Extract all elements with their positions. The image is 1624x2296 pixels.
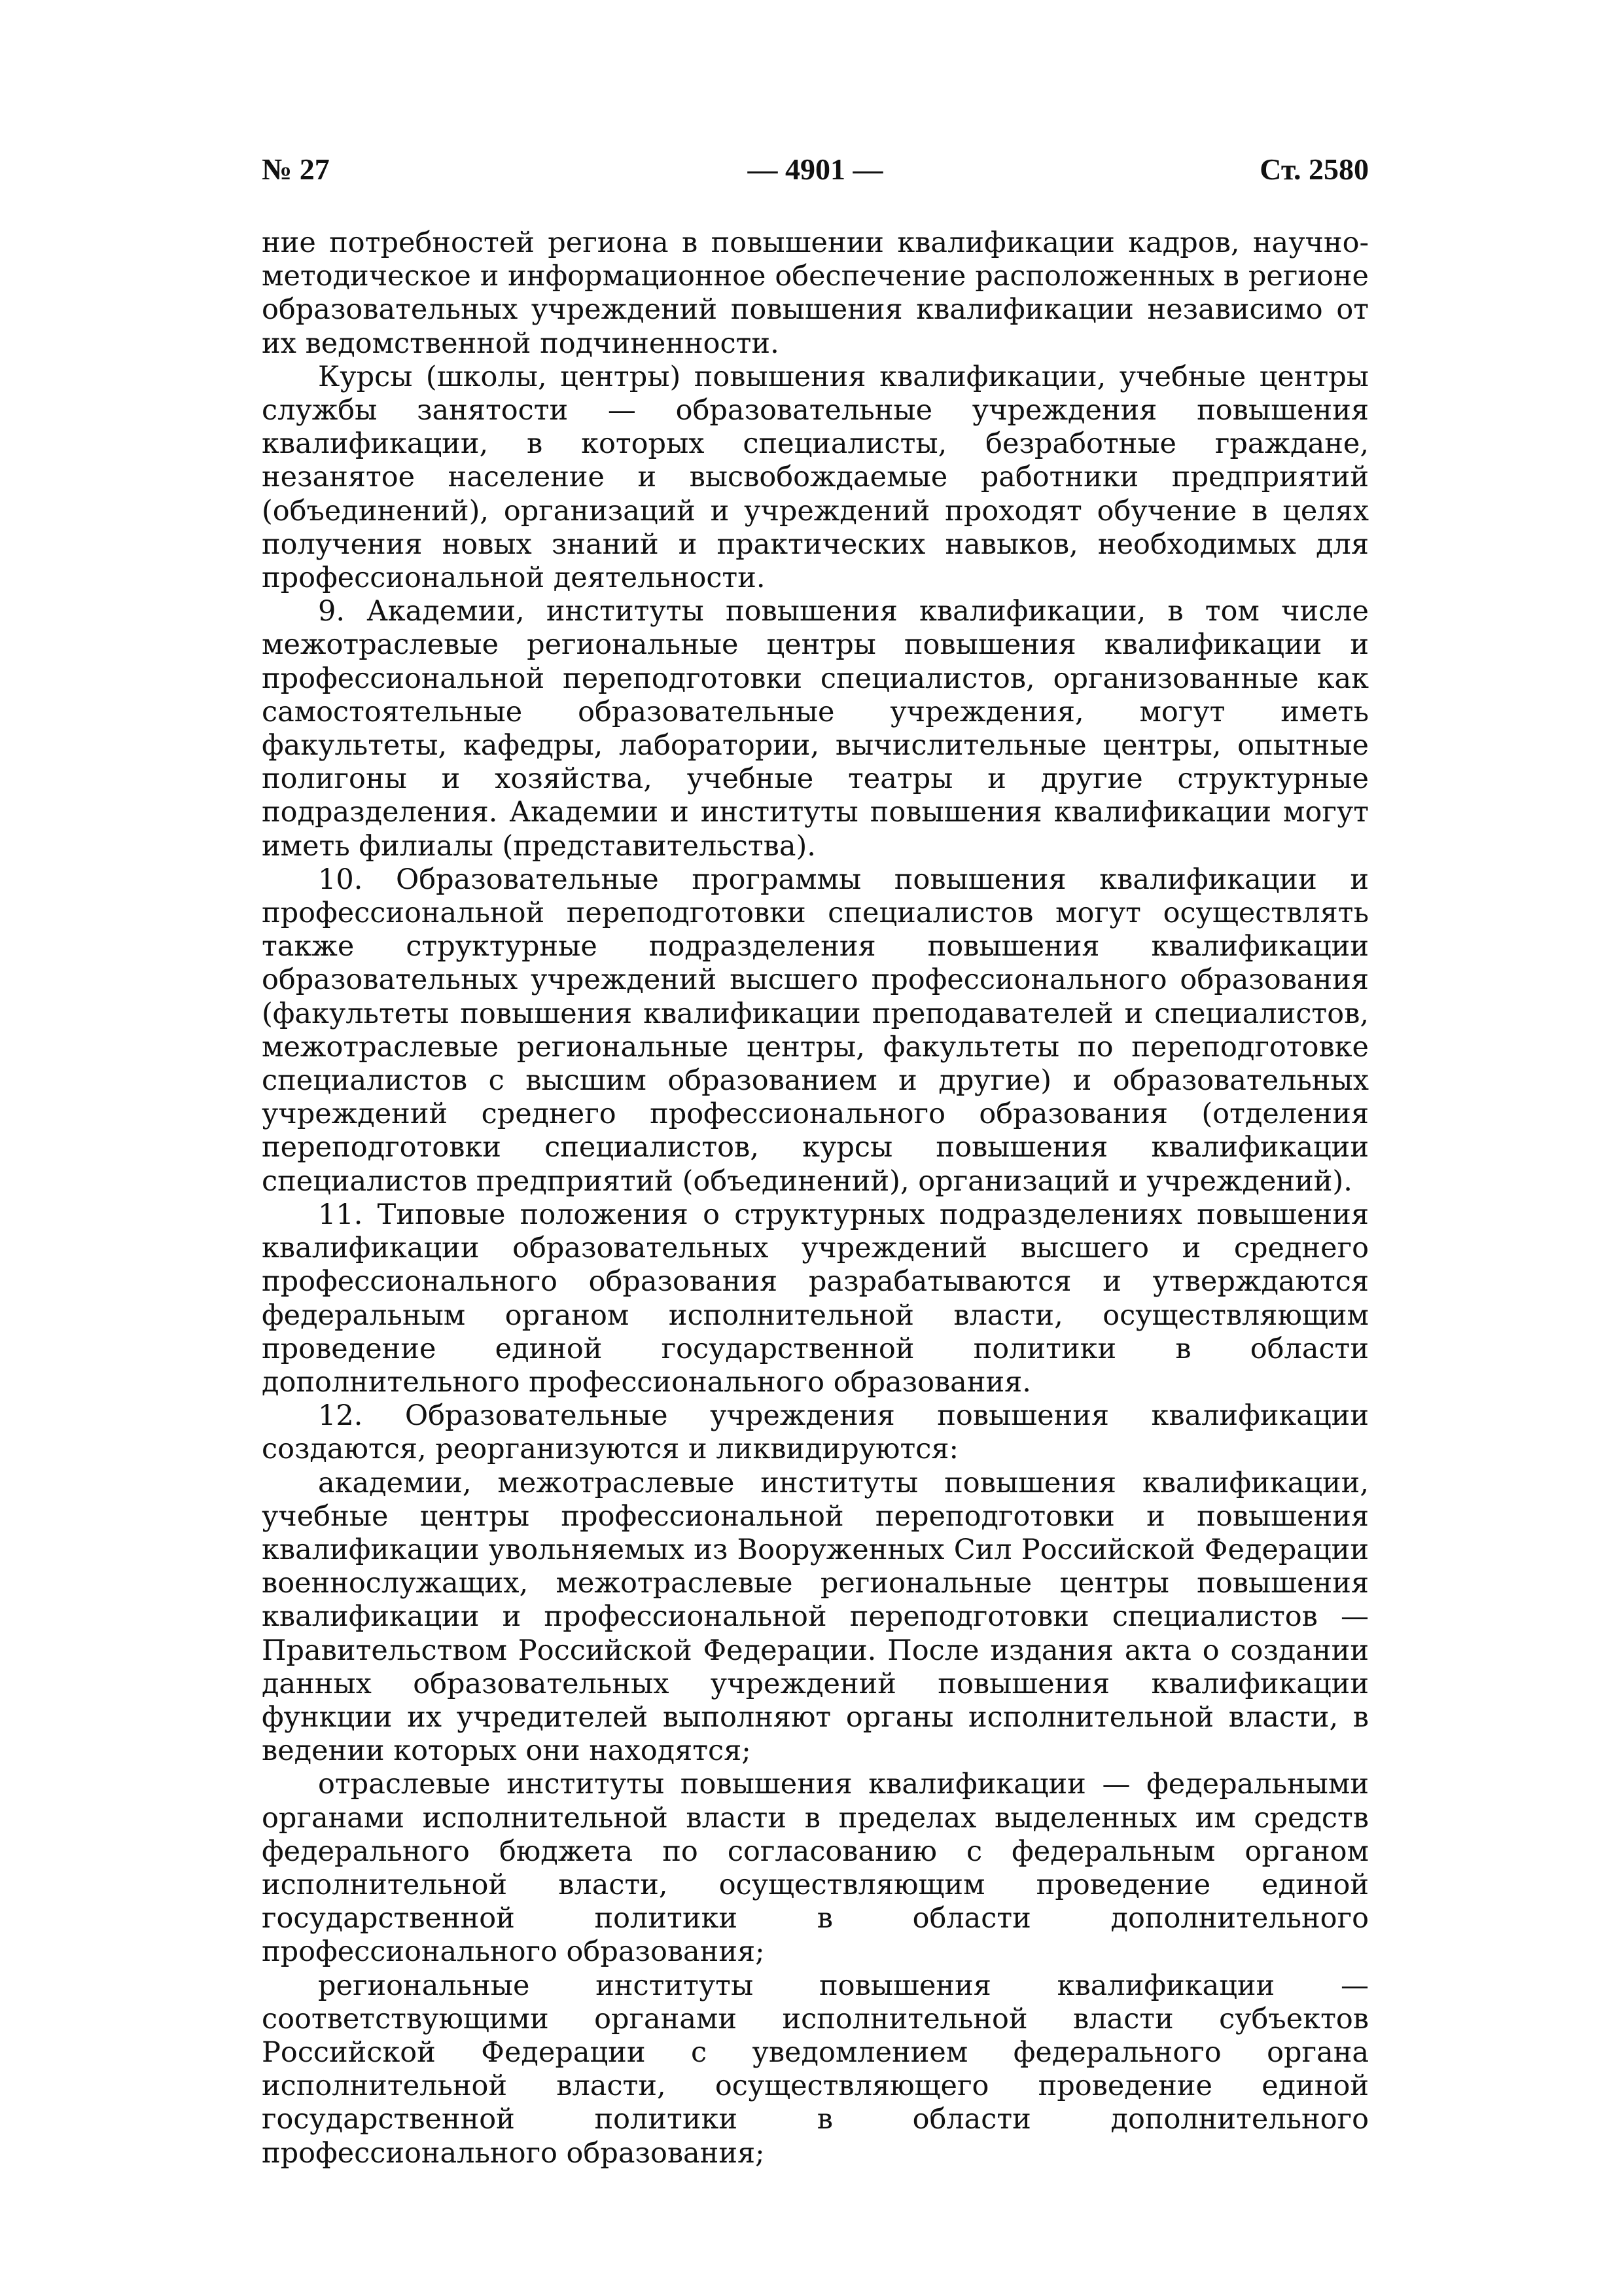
paragraph-continuation: ние потребностей региона в повышении квалификации кадров, научно-методическое и информационное обеспечение расположенных в регионе образовательных учреждений повышения квалификации независимо от их ведомственной подчиненности. bbox=[262, 226, 1369, 360]
issue-number: № 27 bbox=[262, 152, 330, 186]
paragraph-10: 10. Образовательные программы повышения квалификации и профессиональной переподготовки специалистов могут осуществлять также структурные подразделения повышения квалификации образовательных учреждений высшего профессионального образования (факультеты повышения квалификации преподавателей и специалистов, межотраслевые региональные центры, факультеты по переподготовке специалистов с высшим образованием и другие) и образовательных учреждений среднего профессионального образования (отделения переподготовки специалистов, курсы повышения квалификации специалистов предприятий (объединений), организаций и учреждений). bbox=[262, 863, 1369, 1198]
paragraph-courses: Курсы (школы, центры) повышения квалификации, учебные центры службы занятости — образовательные учреждения повышения квалификации, в которых специалисты, безработные граждане, незанятое население и высвобождаемые работники предприятий (объединений), организаций и учреждений проходят обучение в целях получения новых знаний и практических навыков, необходимых для профессиональной деятельности. bbox=[262, 360, 1369, 595]
page-number: — 4901 — bbox=[747, 152, 883, 186]
page-header bbox=[262, 152, 1369, 194]
document-page bbox=[262, 152, 1369, 2170]
document-body bbox=[262, 226, 1369, 2170]
article-number: Ст. 2580 bbox=[1260, 152, 1369, 186]
paragraph-12-regional: региональные институты повышения квалификации — соответствующими органами исполнительной власти субъектов Российской Федерации с уведомлением федерального органа исполнительной власти, осуществляющего проведение единой государственной политики в области дополнительного профессионального образования; bbox=[262, 1969, 1369, 2170]
paragraph-12-sectoral: отраслевые институты повышения квалификации — федеральными органами исполнительной власти в пределах выделенных им средств федерального бюджета по согласованию с федеральным органом исполнительной власти, осуществляющим проведение единой государственной политики в области дополнительного профессионального образования; bbox=[262, 1768, 1369, 1969]
paragraph-11: 11. Типовые положения о структурных подразделениях повышения квалификации образовательных учреждений высшего и среднего профессионального образования разрабатываются и утверждаются федеральным органом исполнительной власти, осуществляющим проведение единой государственной политики в области дополнительного профессионального образования. bbox=[262, 1198, 1369, 1399]
paragraph-12-academies: академии, межотраслевые институты повышения квалификации, учебные центры профессиональной переподготовки и повышения квалификации увольняемых из Вооруженных Сил Российской Федерации военнослужащих, межотраслевые региональные центры повышения квалификации и профессиональной переподготовки специалистов — Правительством Российской Федерации. После издания акта о создании данных образовательных учреждений повышения квалификации функции их учредителей выполняют органы исполнительной власти, в ведении которых они находятся; bbox=[262, 1466, 1369, 1768]
paragraph-12: 12. Образовательные учреждения повышения квалификации создаются, реорганизуются и ликвидируются: bbox=[262, 1399, 1369, 1466]
paragraph-9: 9. Академии, институты повышения квалификации, в том числе межотраслевые региональные центры повышения квалификации и профессиональной переподготовки специалистов, организованные как самостоятельные образовательные учреждения, могут иметь факультеты, кафедры, лаборатории, вычислительные центры, опытные полигоны и хозяйства, учебные театры и другие структурные подразделения. Академии и институты повышения квалификации могут иметь филиалы (представительства). bbox=[262, 595, 1369, 863]
